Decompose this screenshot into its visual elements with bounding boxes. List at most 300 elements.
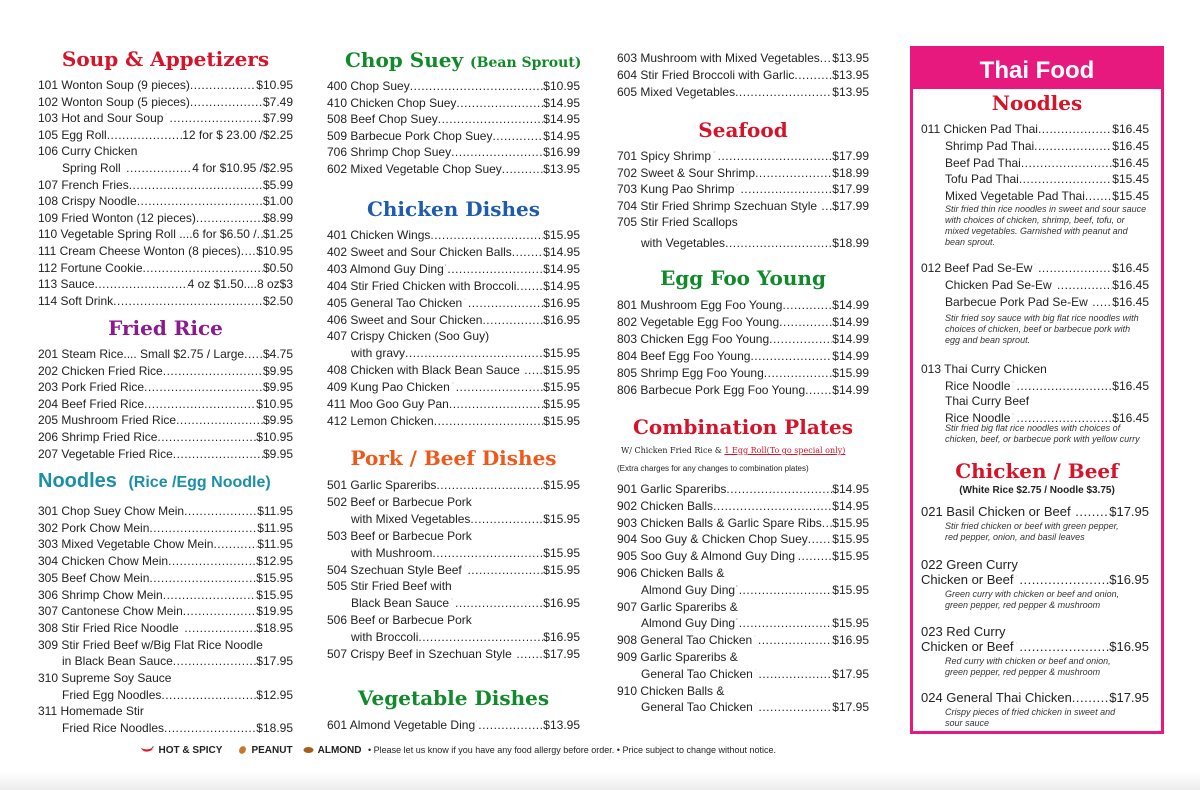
item-label: 704 Stir Fried Shrimp Szechuan Style bbox=[617, 198, 818, 213]
dot-leader bbox=[436, 477, 543, 493]
combo-note-a: W/ Chicken Fried Rice & bbox=[621, 446, 722, 455]
menu-item bbox=[327, 227, 580, 243]
item-price: $16.99 bbox=[543, 145, 580, 160]
thai-desc-1: Stir fried thin rice noodles in sweet and sour sauce with choices of chicken, shrimp, beef, tofu, or mixed vegetables. Garnished with peanut and bean sprout. bbox=[945, 204, 1147, 247]
item-price: $0.50 bbox=[262, 260, 293, 275]
dot-leader bbox=[168, 553, 256, 569]
item-price: $15.45 bbox=[1112, 189, 1149, 203]
menu-item bbox=[327, 144, 580, 160]
menu-item bbox=[38, 193, 293, 209]
chicken-title: Chicken Dishes bbox=[366, 197, 541, 221]
menu-item bbox=[327, 78, 580, 94]
item-label: 411 Moo Goo Guy Pan bbox=[327, 397, 449, 411]
item-label: 406 Sweet and Sour Chicken bbox=[327, 312, 483, 327]
almond-icon bbox=[445, 261, 447, 269]
menu-item bbox=[327, 95, 580, 111]
item-label: Chicken or Beef bbox=[921, 639, 1014, 654]
item-price: $17.95 bbox=[832, 700, 869, 715]
dot-leader bbox=[456, 95, 543, 111]
item-price: $13.95 bbox=[832, 84, 869, 99]
item-price: $2.50 bbox=[262, 293, 293, 308]
item-price: $15.95 bbox=[543, 380, 580, 395]
menu-item bbox=[327, 413, 580, 429]
menu-item bbox=[327, 362, 580, 378]
menu-item bbox=[617, 181, 869, 197]
item-label: 013 Thai Curry Chicken bbox=[921, 362, 1047, 376]
item-label: 310 Supreme Soy Sauce bbox=[38, 671, 172, 685]
item-price: $15.95 bbox=[543, 228, 580, 242]
item-price: $10.95 bbox=[256, 430, 293, 444]
menu-item bbox=[38, 396, 293, 412]
item-price: $14.95 bbox=[832, 482, 869, 496]
item-price: $16.45 bbox=[1112, 261, 1149, 275]
item-label: Rice Noodle bbox=[945, 411, 1011, 425]
thai-desc-3: Stir fried big flat rice noodles with choices of chicken, beef, or barbecue pork with yellow curry bbox=[945, 423, 1140, 444]
footer-note: • Please let us know if you have any food allergy before order. • Price subject to change without notice. bbox=[368, 745, 777, 755]
item-price: $15.95 bbox=[543, 545, 580, 560]
menu-item bbox=[617, 331, 869, 347]
item-label: Black Bean Sauce bbox=[351, 596, 450, 611]
item-price: $14.95 bbox=[543, 261, 580, 276]
item-price: $17.95 bbox=[543, 647, 580, 661]
menu-item bbox=[617, 165, 869, 181]
item-label: Almond Guy Ding bbox=[641, 616, 736, 631]
item-label: 806 Barbecue Pork Egg Foo Young bbox=[617, 382, 806, 397]
menu-item bbox=[38, 720, 293, 736]
item-label: 508 Beef Chop Suey bbox=[327, 112, 438, 127]
menu-item bbox=[38, 177, 293, 193]
dot-leader bbox=[149, 520, 257, 536]
dot-leader bbox=[750, 348, 832, 364]
pork-title: Pork / Beef Dishes bbox=[350, 446, 557, 470]
dot-leader bbox=[821, 198, 832, 214]
menu-item bbox=[617, 683, 869, 699]
item-label: 309 Stir Fried Beef w/Big Flat Rice Noodle bbox=[38, 637, 263, 652]
dot-leader bbox=[482, 312, 543, 328]
menu-item bbox=[617, 235, 869, 251]
item-price: $12.95 bbox=[256, 687, 293, 702]
thai-title: Thai Food bbox=[979, 57, 1095, 84]
item-price: $15.95 bbox=[256, 587, 293, 602]
dot-leader bbox=[725, 235, 832, 251]
almond-icon bbox=[476, 717, 477, 725]
dot-leader bbox=[95, 276, 188, 292]
item-price: $15.99 bbox=[832, 365, 869, 380]
noodles-title bbox=[38, 470, 271, 493]
item-price: $15.95 bbox=[543, 562, 580, 577]
thai-cb-note: (White Rice $2.75 / Noodle $3.75) bbox=[959, 485, 1115, 496]
chili-icon bbox=[464, 562, 466, 570]
thai-noodle-item bbox=[921, 188, 1149, 204]
item-label: 303 Mixed Vegetable Chow Mein bbox=[38, 537, 214, 552]
dot-leader bbox=[447, 261, 543, 277]
dot-leader bbox=[244, 346, 263, 362]
item-label: 011 Chicken Pad Thai bbox=[921, 122, 1038, 136]
combo-extra-note: (Extra charges for any changes to combination plates) bbox=[617, 464, 809, 473]
item-price: $13.95 bbox=[543, 718, 580, 732]
menu-item bbox=[617, 214, 869, 230]
dot-leader bbox=[176, 412, 263, 428]
item-price: $16.45 bbox=[1112, 122, 1149, 136]
item-price: $16.45 bbox=[1112, 411, 1149, 425]
item-label: 908 General Tao Chicken bbox=[617, 633, 753, 648]
dot-leader bbox=[163, 363, 263, 379]
menu-item bbox=[327, 511, 580, 527]
menu-item bbox=[38, 637, 293, 653]
item-label: 601 Almond Vegetable Ding bbox=[327, 718, 476, 732]
item-label: 107 French Fries bbox=[38, 177, 129, 192]
item-label: 204 Beef Fried Rice bbox=[38, 396, 145, 411]
menu-item bbox=[617, 314, 869, 330]
dot-leader bbox=[190, 77, 256, 93]
dot-leader bbox=[822, 515, 833, 531]
item-price: $5.99 bbox=[262, 177, 293, 192]
item-price: $16.45 bbox=[1112, 379, 1149, 393]
item-label: 902 Chicken Balls bbox=[617, 498, 714, 513]
item-price: $14.95 bbox=[543, 244, 580, 259]
item-price: $15.95 bbox=[832, 515, 869, 530]
item-label: with gravy bbox=[351, 346, 406, 361]
dot-leader bbox=[449, 396, 543, 412]
item-price: $9.95 bbox=[262, 363, 293, 378]
chili-icon bbox=[452, 379, 454, 387]
menu-item bbox=[327, 612, 580, 628]
item-label: 501 Garlic Spareribs bbox=[327, 478, 437, 492]
dot-leader bbox=[213, 536, 257, 552]
menu-item bbox=[327, 629, 580, 645]
chili-icon bbox=[165, 110, 167, 118]
dot-leader bbox=[1038, 260, 1112, 276]
item-label: 507 Crispy Beef in Szechuan Style bbox=[327, 647, 512, 661]
menu-item bbox=[327, 528, 580, 544]
item-label: General Tao Chicken bbox=[641, 666, 753, 681]
dot-leader bbox=[126, 160, 192, 176]
item-price: $11.95 bbox=[257, 504, 293, 518]
dot-leader bbox=[769, 331, 832, 347]
item-price: $15.95 bbox=[832, 616, 869, 631]
menu-item bbox=[327, 295, 580, 311]
item-price: $13.95 bbox=[832, 67, 869, 82]
item-price: $15.95 bbox=[543, 511, 580, 526]
noodles-subtitle: (Rice /Egg Noodle) bbox=[128, 474, 271, 491]
footer-legend bbox=[138, 745, 776, 756]
menu-item bbox=[617, 365, 869, 381]
dot-leader bbox=[170, 110, 263, 126]
item-price: $14.95 bbox=[543, 95, 580, 110]
dot-leader bbox=[129, 177, 263, 193]
chili-icon bbox=[713, 148, 716, 156]
dot-leader bbox=[143, 260, 263, 276]
item-label: with Mixed Vegetables bbox=[351, 511, 471, 526]
item-label: Tofu Pad Thai bbox=[945, 172, 1019, 186]
chili-icon bbox=[123, 160, 124, 168]
thai-noodle-item bbox=[921, 294, 1149, 310]
item-label: 105 Egg Roll bbox=[38, 127, 107, 142]
item-price: $13.95 bbox=[832, 51, 869, 65]
item-label: Chicken Pad Se-Ew bbox=[945, 278, 1052, 292]
menu-item bbox=[38, 346, 293, 362]
item-label: 304 Chicken Chow Mein bbox=[38, 554, 169, 569]
item-label: with Broccoli bbox=[351, 630, 419, 645]
menu-item bbox=[327, 128, 580, 144]
dot-leader bbox=[779, 314, 832, 330]
dot-leader bbox=[1085, 188, 1112, 204]
item-price: $14.99 bbox=[832, 298, 869, 312]
dot-leader bbox=[1092, 294, 1112, 310]
item-label: 307 Cantonese Chow Mein bbox=[38, 604, 183, 619]
dot-leader bbox=[184, 620, 256, 636]
menu-item bbox=[617, 50, 869, 66]
dot-leader bbox=[432, 545, 543, 561]
item-label: 805 Shrimp Egg Foo Young bbox=[617, 365, 764, 380]
item-label: 202 Chicken Fried Rice bbox=[38, 363, 163, 378]
menu-item bbox=[327, 244, 580, 260]
menu-item bbox=[327, 278, 580, 294]
dot-leader bbox=[492, 128, 543, 144]
item-label: 803 Chicken Egg Foo Young bbox=[617, 331, 770, 346]
item-label: 706 Shrimp Chop Suey bbox=[327, 145, 452, 160]
menu-item bbox=[327, 379, 580, 395]
item-price: $15.95 bbox=[543, 478, 580, 492]
dot-leader bbox=[740, 181, 832, 197]
item-label: 305 Beef Chow Mein bbox=[38, 570, 150, 585]
menu-item bbox=[617, 148, 869, 164]
dot-leader bbox=[755, 165, 832, 181]
item-price: $16.95 bbox=[832, 633, 869, 648]
noodles-title-text: Noodles bbox=[38, 470, 117, 492]
egg-foo-title: Egg Foo Young bbox=[660, 266, 826, 290]
item-price: $17.99 bbox=[832, 198, 869, 213]
thai-cb-item bbox=[921, 504, 1149, 520]
menu-item bbox=[38, 670, 293, 686]
item-price: $16.95 bbox=[543, 596, 580, 611]
item-price: $17.99 bbox=[832, 182, 869, 196]
menu-item bbox=[617, 548, 869, 564]
item-label: 506 Beef or Barbecue Pork bbox=[327, 613, 472, 628]
chop-suey-title-text: Chop Suey bbox=[345, 48, 464, 72]
dot-leader bbox=[726, 481, 832, 497]
item-label: 400 Chop Suey bbox=[327, 79, 410, 93]
dot-leader bbox=[430, 227, 543, 243]
dot-leader bbox=[1019, 171, 1112, 187]
dot-leader bbox=[1057, 277, 1112, 293]
item-label: Barbecue Pork Pad Se-Ew bbox=[945, 295, 1088, 309]
dot-leader bbox=[190, 94, 263, 110]
thai-cb-item-title: 023 Red Curry bbox=[921, 624, 1006, 639]
menu-item bbox=[617, 649, 869, 665]
chili-icon bbox=[1016, 639, 1018, 647]
thai-noodle-item bbox=[921, 155, 1149, 171]
menu-item bbox=[327, 545, 580, 561]
menu-item bbox=[38, 587, 293, 603]
item-label: 907 Garlic Spareribs & bbox=[617, 599, 738, 614]
item-label: with Mushroom bbox=[351, 545, 433, 560]
item-price: $19.95 bbox=[256, 604, 293, 619]
item-price: $18.95 bbox=[256, 620, 293, 635]
dot-leader bbox=[164, 720, 256, 736]
dot-leader bbox=[524, 362, 543, 378]
item-price: $11.95 bbox=[257, 537, 293, 552]
item-label: 111 Cream Cheese Wonton (8 pieces) bbox=[38, 244, 241, 258]
dot-leader bbox=[758, 632, 832, 648]
dot-leader bbox=[434, 413, 544, 429]
item-price: $16.95 bbox=[543, 312, 580, 327]
item-label: 108 Crispy Noodle bbox=[38, 194, 137, 209]
item-label: Thai Curry Beef bbox=[945, 394, 1030, 408]
menu-item bbox=[327, 646, 580, 662]
dot-leader bbox=[758, 699, 832, 715]
thai-cb-item bbox=[921, 572, 1149, 588]
item-price: $18.95 bbox=[256, 721, 293, 736]
dot-leader bbox=[1075, 504, 1109, 520]
item-price: $15.95 bbox=[256, 570, 293, 585]
menu-item bbox=[38, 226, 293, 242]
thai-cb-item-title: 022 Green Curry bbox=[921, 557, 1018, 572]
item-label: Beef Pad Thai bbox=[945, 156, 1021, 170]
combo-title: Combination Plates bbox=[633, 415, 853, 439]
dot-leader bbox=[512, 244, 544, 260]
menu-item bbox=[617, 198, 869, 214]
menu-item bbox=[327, 396, 580, 412]
menu-item bbox=[38, 77, 293, 93]
menu-item bbox=[617, 565, 869, 581]
fried-rice-title: Fried Rice bbox=[108, 316, 223, 340]
menu-item bbox=[38, 446, 293, 462]
menu-item bbox=[327, 111, 580, 127]
item-price: $14.99 bbox=[832, 382, 869, 397]
menu-item bbox=[38, 703, 293, 719]
menu-item bbox=[327, 717, 580, 733]
item-price: $17.95 bbox=[256, 654, 293, 669]
dot-leader bbox=[410, 78, 544, 94]
menu-item bbox=[38, 503, 293, 519]
item-label: 605 Mixed Vegetables bbox=[617, 84, 736, 99]
chili-icon bbox=[1054, 277, 1055, 285]
dot-leader bbox=[718, 148, 833, 164]
item-label: Mixed Vegetable Pad Thai bbox=[945, 189, 1085, 203]
menu-item bbox=[38, 243, 293, 259]
legend-peanut: PEANUT bbox=[251, 745, 293, 756]
menu-item bbox=[38, 520, 293, 536]
item-price: $16.45 bbox=[1112, 295, 1149, 309]
dot-leader bbox=[782, 297, 832, 313]
item-label: 021 Basil Chicken or Beef bbox=[921, 504, 1071, 519]
menu-item bbox=[617, 666, 869, 682]
item-price: $10.95 bbox=[256, 78, 293, 92]
dot-leader bbox=[456, 379, 544, 395]
item-price: $14.95 bbox=[832, 498, 869, 513]
chili-icon bbox=[755, 699, 757, 707]
menu-item bbox=[617, 632, 869, 648]
item-label: 301 Chop Suey Chow Mein bbox=[38, 504, 185, 518]
item-price: $14.95 bbox=[543, 112, 580, 127]
item-label: 603 Mushroom with Mixed Vegetables bbox=[617, 51, 820, 65]
dot-leader bbox=[713, 498, 832, 514]
chop-suey-subtitle: (Bean Sprout) bbox=[470, 55, 582, 71]
dot-leader bbox=[173, 653, 257, 669]
dot-leader bbox=[161, 687, 256, 703]
menu-item bbox=[38, 603, 293, 619]
thai-cb-desc: Crispy pieces of fried chicken in sweet and sour sauce bbox=[945, 707, 1116, 728]
item-label: 110 Vegetable Spring Roll ....6 for $6.50 / bbox=[38, 227, 257, 242]
menu-item bbox=[617, 84, 869, 100]
item-label: 408 Chicken with Black Bean Sauce bbox=[327, 363, 520, 378]
item-label: 114 Soft Drink bbox=[38, 293, 114, 308]
thai-cb-desc: Green curry with chicken or beef and onion, green pepper, red pepper & mushroom bbox=[945, 589, 1120, 610]
item-price: $15.95 bbox=[832, 532, 869, 547]
item-price: $15.95 bbox=[543, 397, 580, 411]
item-label: Spring Roll bbox=[62, 161, 121, 175]
dot-leader bbox=[478, 717, 543, 733]
item-label: 407 Crispy Chicken (Soo Guy) bbox=[327, 329, 490, 344]
dot-leader bbox=[820, 50, 833, 66]
item-label: 504 Szechuan Style Beef bbox=[327, 562, 462, 577]
thai-panel bbox=[910, 46, 1164, 734]
thai-noodle-item bbox=[921, 361, 1149, 377]
dot-leader bbox=[173, 446, 263, 462]
dot-leader bbox=[241, 243, 257, 259]
item-label: 012 Beef Pad Se-Ew bbox=[921, 261, 1033, 275]
item-label: 311 Homemade Stir bbox=[38, 704, 144, 719]
item-price: $17.95 bbox=[1109, 690, 1149, 705]
thai-cb-desc: Red curry with chicken or beef and onion, green pepper, red pepper & mushroom bbox=[945, 656, 1111, 677]
menu-item bbox=[327, 161, 580, 177]
menu-item bbox=[617, 699, 869, 715]
menu-item bbox=[38, 276, 293, 292]
menu-item bbox=[38, 412, 293, 428]
thai-noodle-item bbox=[921, 171, 1149, 187]
menu-item bbox=[617, 582, 869, 598]
combo-note-b: 1 Egg Roll(To go special only) bbox=[724, 446, 846, 455]
menu-item bbox=[327, 595, 580, 611]
dot-leader bbox=[764, 365, 833, 381]
item-label: Rice Noodle bbox=[945, 379, 1011, 393]
item-label: 205 Mushroom Fried Rice bbox=[38, 413, 177, 428]
item-price: $17.99 bbox=[832, 149, 869, 163]
dot-leader bbox=[137, 193, 263, 209]
thai-noodle-item bbox=[921, 378, 1149, 394]
item-label: 602 Mixed Vegetable Chop Suey bbox=[327, 162, 502, 176]
item-label: 801 Mushroom Egg Foo Young bbox=[617, 298, 783, 312]
thai-noodle-item bbox=[921, 260, 1149, 276]
dot-leader bbox=[467, 562, 543, 578]
item-price: $9.95 bbox=[262, 446, 293, 461]
item-label: 412 Lemon Chicken bbox=[327, 413, 434, 428]
thai-noodle-item bbox=[921, 138, 1149, 154]
item-price: $15.95 bbox=[832, 549, 869, 564]
menu-item bbox=[327, 345, 580, 361]
item-price: $15.95 bbox=[543, 346, 580, 361]
item-label: 302 Pork Chow Mein bbox=[38, 520, 150, 535]
item-price: $3 bbox=[279, 277, 293, 292]
menu-item bbox=[38, 620, 293, 636]
item-label: 112 Fortune Cookie bbox=[38, 260, 143, 275]
page-bottom-shade bbox=[0, 772, 1200, 790]
menu-item bbox=[38, 210, 293, 226]
item-label: 502 Beef or Barbecue Pork bbox=[327, 494, 472, 509]
menu-item bbox=[617, 615, 869, 631]
chili-icon bbox=[754, 632, 756, 640]
chili-icon bbox=[464, 295, 466, 303]
dot-leader bbox=[758, 666, 832, 682]
thai-desc-2: Stir fried soy sauce with big flat rice noodles with choices of chicken, beef or barbecue pork with egg and bean sprout. bbox=[945, 313, 1139, 345]
almond-icon bbox=[796, 548, 797, 556]
item-label: 103 Hot and Sour Soup bbox=[38, 111, 164, 126]
item-price: $16.45 bbox=[1112, 156, 1149, 170]
item-price: $13.95 bbox=[543, 162, 580, 176]
item-price: $11.95 bbox=[257, 520, 293, 535]
thai-noodle-item bbox=[921, 393, 1149, 409]
